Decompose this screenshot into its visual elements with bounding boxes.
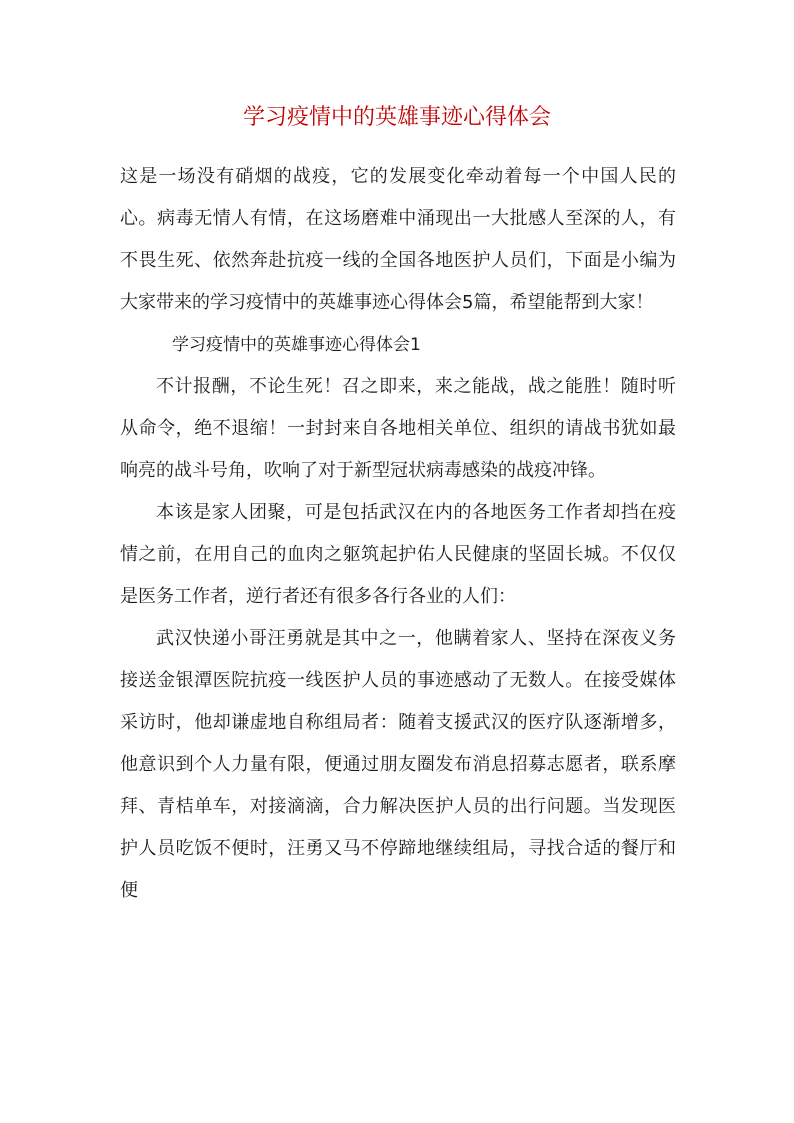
body-paragraph-1: 不计报酬，不论生死！召之即来，来之能战，战之能胜！随时听从命令，绝不退缩！一封封来自各地相关单位、组织的请战书犹如最响亮的战斗号角，吹响了对于新型冠状病毒感染的战疫冲锋。 [120,376,676,481]
document-body [120,156,676,912]
section-heading: 学习疫情中的英雄事迹心得体会1 [172,335,421,355]
intro-paragraph: 这是一场没有硝烟的战疫，它的发展变化牵动着每一个中国人民的心。病毒无情人有情，在这场磨难中涌现出一大批感人至深的人，有不畏生死、依然奔赴抗疫一线的全国各地医护人员们，下面是小编为大家带来的学习疫情中的英雄事迹心得体会5篇，希望能帮到大家！ [120,166,676,313]
body-paragraph-2: 本该是家人团聚，可是包括武汉在内的各地医务工作者却挡在疫情之前，在用自己的血肉之躯筑起护佑人民健康的坚固长城。不仅仅是医务工作者，逆行者还有很多各行各业的人们： [120,502,676,607]
document-title: 学习疫情中的英雄事迹心得体会 [242,105,551,130]
body-paragraph-3: 武汉快递小哥汪勇就是其中之一，他瞒着家人、坚持在深夜义务接送金银潭医院抗疫一线医护人员的事迹感动了无数人。在接受媒体采访时，他却谦虚地自称组局者：随着支援武汉的医疗队逐渐增多，他意识到个人力量有限，便通过朋友圈发布消息招募志愿者，联系摩拜、青桔单车，对接滴滴，合力解决医护人员的出行问题。当发现医护人员吃饭不便时，汪勇又马不停蹄地继续组局，寻找合适的餐厅和便 [120,628,676,901]
